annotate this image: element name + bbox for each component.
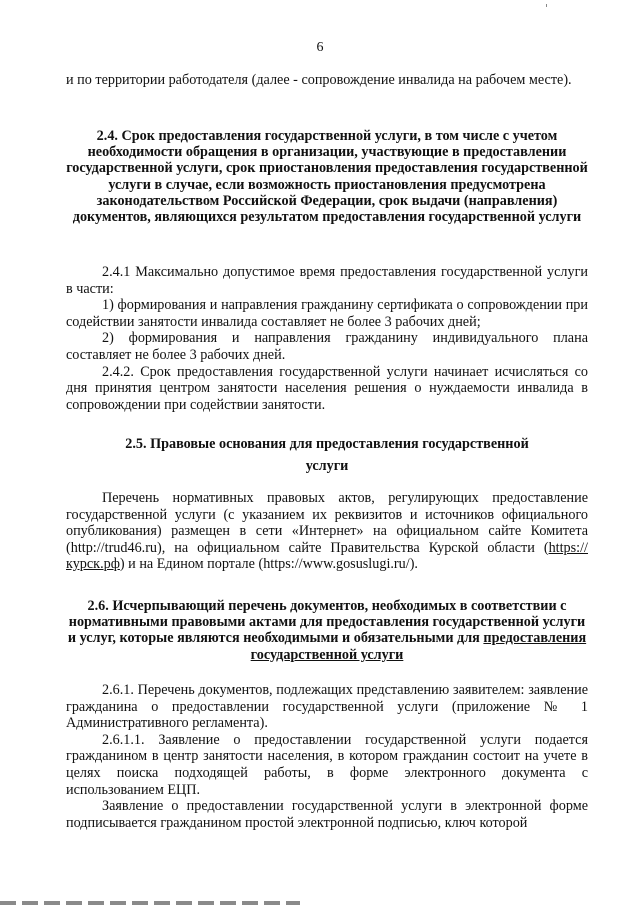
paragraph-2-4-1-item-1: 1) формирования и направления гражданину сертификата о сопровождении при содействии занятости инвалида составляет не более 3 рабочих дней; — [66, 297, 588, 330]
section-2-4-heading-block — [66, 128, 588, 225]
section-2-6-heading-block — [66, 598, 588, 663]
paragraph-2-6-electronic: Заявление о предоставлении государственной услуги в электронной форме подписывается гражданином простой электронной подписью, ключ которой — [66, 798, 588, 831]
section-2-5-body — [66, 490, 588, 573]
paragraph-2-6-1: 2.6.1. Перечень документов, подлежащих представлению заявителем: заявление гражданина о предоставлении государственной услуги (приложение № 1 Административного регламента). — [66, 682, 588, 732]
kursk-link[interactable]: https://курск.рф — [66, 539, 588, 573]
section-2-4-body — [66, 264, 588, 413]
section-2-5-heading-line2: услуги — [305, 458, 349, 475]
paragraph-2-5-1-text: Перечень нормативных правовых актов, регулирующих предоставление государственной услуги (с указанием их реквизитов и источников официального опубликования) размещен в сети «Интернет» на официальном сайте Комитета (http://trud46.ru), на официальном сайте Правительства Курской области ( — [66, 490, 588, 556]
scan-edge-marks — [0, 901, 300, 905]
section-2-6-heading-main: 2.6. Исчерпывающий перечень документов, необходимых в соответствии с нормативными правовыми актами для предоставления государственной услуги и услуг, которые являются необходимыми и обязательными для — [67, 598, 586, 647]
page-number: 6 — [316, 40, 324, 55]
paragraph-2-6-1-1: 2.6.1.1. Заявление о предоставлении государственной услуги подается гражданином в центр занятости населения, в котором гражданин состоит на учете в целях поиска подходящей работы, в форме электронного документа с использованием ЕЦП. — [66, 731, 588, 798]
section-2-6-body — [66, 682, 588, 831]
section-2-5-heading-block — [66, 436, 588, 474]
paragraph-2-5-1 — [66, 490, 588, 573]
section-2-4-heading: 2.4. Срок предоставления государственной услуги, в том числе с учетом необходимости обращения в организации, участвующие в предоставлении государственной услуги, срок приостановления предоставления государственной услуги в случае, если возможность приостановления предусмотрена законодательством Российской Федерации, срок выдачи (направления) документов, являющихся результатом предоставления государственной услуги — [66, 128, 588, 226]
section-2-5-heading-line1: 2.5. Правовые основания для предоставления государственной — [125, 436, 529, 452]
intro-paragraph — [66, 72, 588, 89]
paragraph-2-4-1-item-2: 2) формирования и направления гражданину индивидуального плана составляет не более 3 рабочих дней. — [66, 330, 588, 363]
paragraph-2-5-1-end: ) и на Едином портале (https://www.gosuslugi.ru/). — [119, 556, 418, 573]
intro-line: и по территории работодателя (далее - сопровождение инвалида на рабочем месте). — [66, 72, 572, 88]
paragraph-2-4-1: 2.4.1 Максимально допустимое время предоставления государственной услуги в части: — [66, 264, 588, 297]
scan-speck — [546, 4, 547, 7]
section-2-6-heading — [66, 598, 588, 663]
section-2-6-heading-tail: предоставления государственной услуги — [250, 630, 587, 663]
paragraph-2-4-2: 2.4.2. Срок предоставления государственной услуги начинает исчисляться со дня принятия центром занятости населения решения о нуждаемости инвалида в сопровождении при содействии занятости. — [66, 363, 588, 413]
